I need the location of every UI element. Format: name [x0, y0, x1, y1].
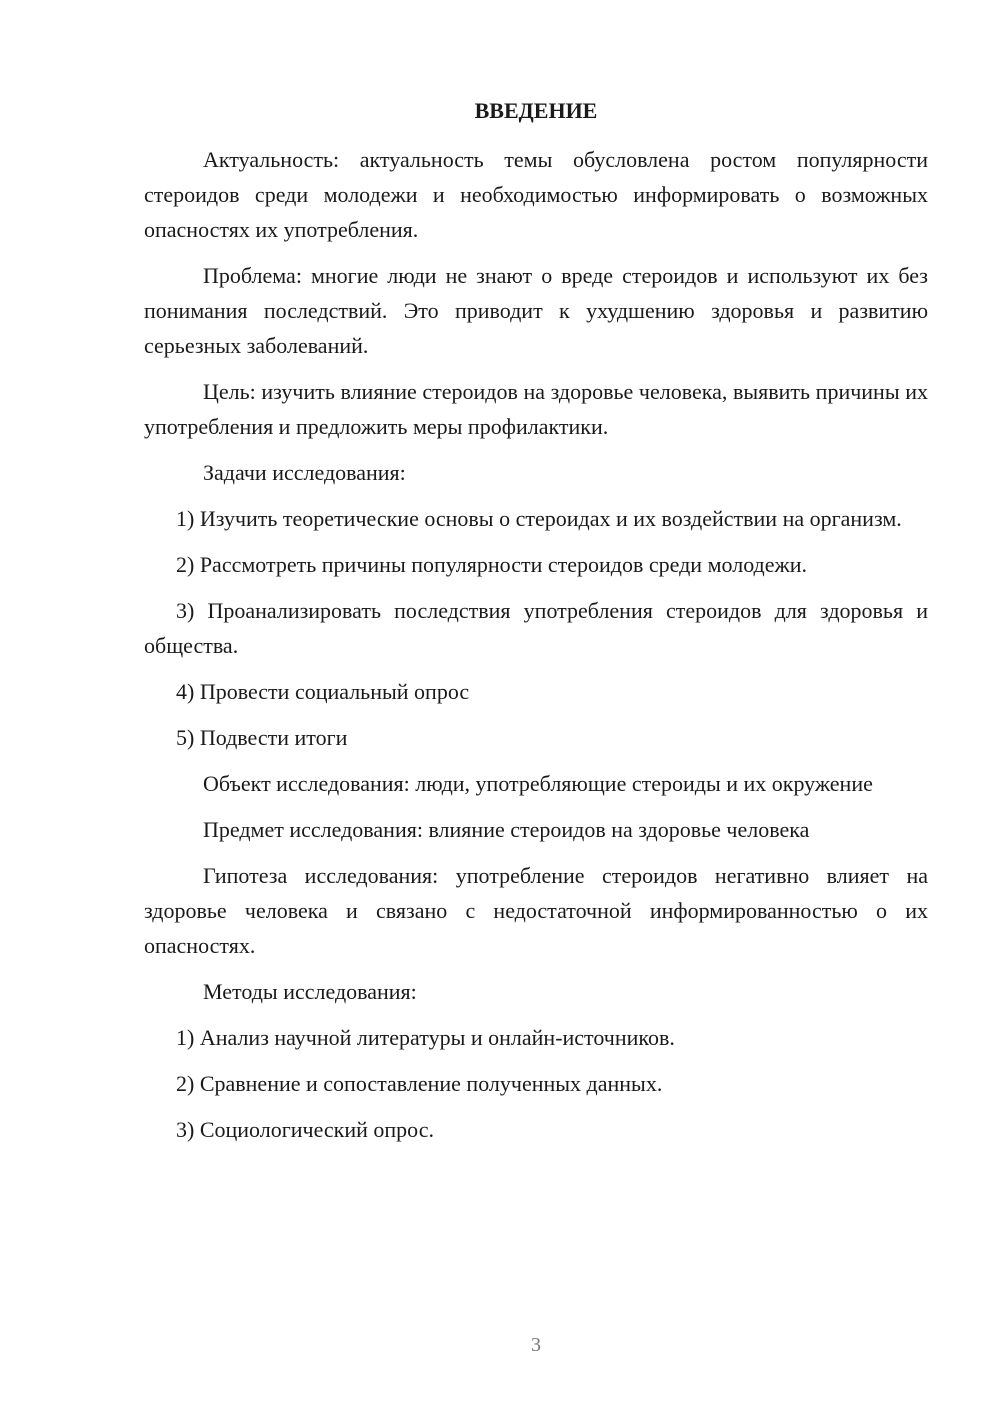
paragraph-object: Объект исследования: люди, употребляющие стероиды и их окружение	[203, 771, 873, 796]
list-item-method-2: 2) Сравнение и сопоставление полученных данных.	[176, 1071, 663, 1096]
list-item-task-1: 1) Изучить теоретические основы о стероидах и их воздействии на организм.	[176, 506, 902, 531]
document-body	[144, 142, 928, 1158]
paragraph-methods-heading: Методы исследования:	[203, 979, 417, 1004]
list-item-method-1: 1) Анализ научной литературы и онлайн-источников.	[176, 1025, 675, 1050]
paragraph-problem: Проблема: многие люди не знают о вреде стероидов и используют их без понимания последствий. Это приводит к ухудшению здоровья и развитию серьезных заболеваний.	[144, 263, 928, 358]
page-title: ВВЕДЕНИЕ	[474, 98, 598, 123]
list-item-method-3: 3) Социологический опрос.	[176, 1117, 434, 1142]
paragraph-goal: Цель: изучить влияние стероидов на здоровье человека, выявить причины их употребления и предложить меры профилактики.	[144, 379, 928, 439]
paragraph-tasks-heading: Задачи исследования:	[203, 460, 406, 485]
list-item-task-4: 4) Провести социальный опрос	[176, 679, 470, 704]
paragraph-hypothesis: Гипотеза исследования: употребление стероидов негативно влияет на здоровье человека и связано с недостаточной информированностью о их опасностях.	[144, 863, 928, 958]
page-number: 3	[531, 1334, 541, 1356]
list-item-task-5: 5) Подвести итоги	[176, 725, 348, 750]
paragraph-relevance: Актуальность: актуальность темы обусловлена ростом популярности стероидов среди молодежи и необходимостью информировать о возможных опасностях их употребления.	[144, 147, 928, 242]
list-item-task-3: 3) Проанализировать последствия употребления стероидов для здоровья и общества.	[144, 598, 928, 658]
list-item-task-2: 2) Рассмотреть причины популярности стероидов среди молодежи.	[176, 552, 807, 577]
paragraph-subject: Предмет исследования: влияние стероидов на здоровье человека	[203, 817, 810, 842]
